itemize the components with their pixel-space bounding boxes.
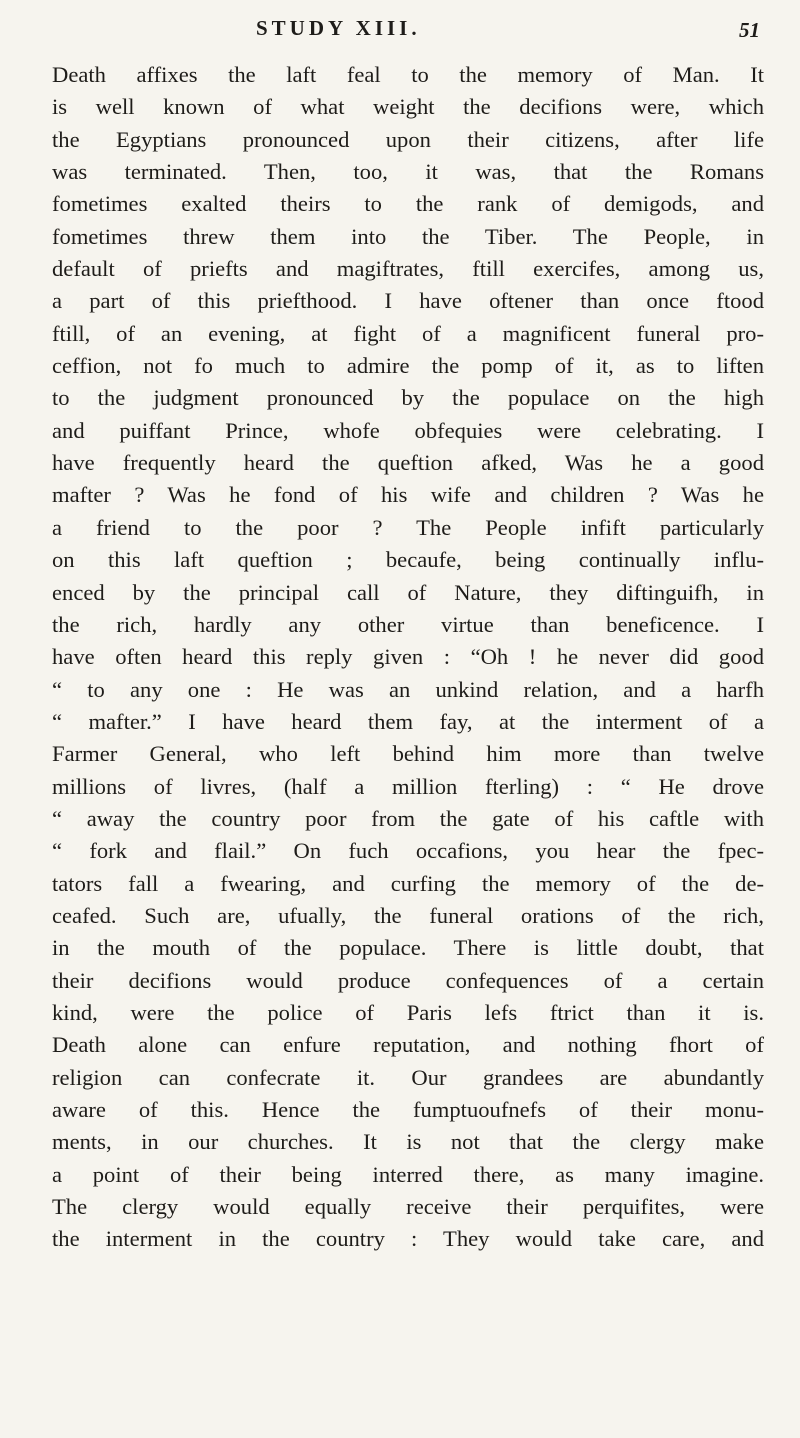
running-head [0,16,800,46]
text-line: the Egyptians pronounced upon their citizens, after life [52,126,764,152]
text-line: to the judgment pronounced by the populace on the high [52,385,764,411]
text-line: fometimes threw them into the Tiber. The People, in [52,223,764,249]
text-line: and puiffant Prince, whofe obfequies were celebrating. I [52,417,764,443]
text-line: ceffion, not fo much to admire the pomp of it, as to liften [52,353,764,379]
text-line: “ mafter.” I have heard them fay, at the interment of a [52,708,764,734]
text-line: Death alone can enfure reputation, and nothing fhort of [52,1032,764,1058]
text-line: fometimes exalted theirs to the rank of demigods, and [52,191,764,217]
text-line: Farmer General, who left behind him more than twelve [52,741,764,767]
text-line: ments, in our churches. It is not that the clergy make [52,1129,764,1155]
text-line: tators fall a fwearing, and curfing the memory of the de- [52,870,764,896]
text-line: default of priefts and magiftrates, ftill exercifes, among us, [52,256,764,282]
text-line: a friend to the poor ? The People infift particularly [52,514,764,540]
running-title: STUDY XIII. [256,16,421,40]
text-line: a part of this priefthood. I have oftener than once ftood [52,288,764,314]
text-line: on this laft queftion ; becaufe, being continually influ- [52,547,764,573]
text-line: millions of livres, (half a million fterling) : “ He drove [52,773,764,799]
text-line: ftill, of an evening, at fight of a magnificent funeral pro- [52,320,764,346]
text-line: “ to any one : He was an unkind relation, and a harfh [52,676,764,702]
text-line: in the mouth of the populace. There is little doubt, that [52,935,764,961]
text-line: the rich, hardly any other virtue than beneficence. I [52,611,764,637]
text-line: mafter ? Was he fond of his wife and children ? Was he [52,482,764,508]
text-line: enced by the principal call of Nature, they diftinguifh, in [52,579,764,605]
text-line: “ away the country poor from the gate of his caftle with [52,805,764,831]
page-number: 51 [739,18,760,42]
text-line: religion can confecrate it. Our grandees are abundantly [52,1064,764,1090]
text-line: the interment in the country : They would take care, and [52,1226,764,1252]
text-line: is well known of what weight the decifions were, which [52,94,764,120]
text-line: aware of this. Hence the fumptuoufnefs of their monu- [52,1097,764,1122]
text-line: kind, were the police of Paris lefs ftrict than it is. [52,999,764,1025]
text-line: Death affixes the laft feal to the memory of Man. It [52,62,764,87]
text-line: have frequently heard the queftion afked, Was he a good [52,450,764,476]
text-line: a point of their being interred there, as many imagine. [52,1161,764,1187]
text-line: was terminated. Then, too, it was, that the Romans [52,159,764,185]
text-line: “ fork and flail.” On fuch occafions, you hear the fpec- [52,838,764,864]
text-line: The clergy would equally receive their perquifites, were [52,1194,764,1220]
text-line: have often heard this reply given : “Oh ! he never did good [52,644,764,670]
body-text [52,59,764,1256]
text-line: ceafed. Such are, ufually, the funeral orations of the rich, [52,902,764,928]
text-line: their decifions would produce confequences of a certain [52,967,764,993]
